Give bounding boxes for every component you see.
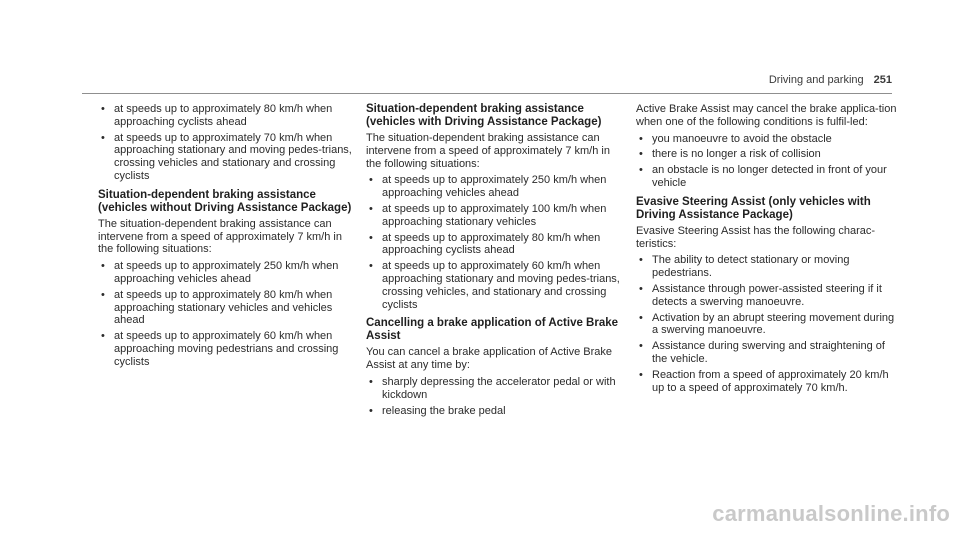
list-item: • at speeds up to approximately 80 km/h when approaching cyclists ahead: [98, 103, 360, 129]
paragraph: The situation-dependent braking assistance can intervene from a speed of approximately 7 km/h in the following situations:: [366, 132, 610, 170]
paragraph: Active Brake Assist may cancel the brake applica-tion when one of the following conditions is fulfil-led:: [636, 103, 897, 128]
bullet-list: [98, 103, 360, 183]
bullet-list: [98, 260, 360, 368]
list-item: • Assistance during swerving and straightening of the vehicle.: [636, 340, 898, 366]
column-1: [98, 103, 360, 372]
section-heading: Evasive Steering Assist (only vehicles with Driving Assistance Package): [636, 195, 871, 221]
list-item: • at speeds up to approximately 80 km/h when approaching stationary vehicles and vehicles ahead: [98, 289, 360, 327]
list-item: • Reaction from a speed of approximately 20 km/h up to a speed of approximately 70 km/h.: [636, 369, 898, 395]
list-item: • at speeds up to approximately 250 km/h when approaching vehicles ahead: [366, 174, 628, 200]
list-item: • there is no longer a risk of collision: [636, 148, 898, 161]
list-item: • Activation by an abrupt steering movement during a swerving manoeuvre.: [636, 312, 898, 338]
list-item: • Assistance through power-assisted steering if it detects a swerving manoeuvre.: [636, 283, 898, 309]
bullet-list: [366, 174, 628, 311]
paragraph: You can cancel a brake application of Active Brake Assist at any time by:: [366, 346, 613, 372]
list-item: • at speeds up to approximately 60 km/h when approaching stationary and moving pedes-trians, crossing vehicles, and stationary and crossing cyclists: [366, 260, 628, 311]
list-item: • an obstacle is no longer detected in front of your vehicle: [636, 164, 898, 190]
section-heading: Situation-dependent braking assistance (vehicles with Driving Assistance Package): [366, 103, 602, 128]
list-item: • releasing the brake pedal: [366, 405, 628, 418]
page-header: [769, 74, 892, 86]
section-title: Driving and parking: [768, 74, 864, 86]
watermark-text: carmanualsonline.info: [712, 501, 950, 526]
paragraph: Evasive Steering Assist has the following charac-teristics:: [636, 224, 876, 250]
section-heading: Cancelling a brake application of Active Brake Assist: [366, 317, 619, 343]
bullet-list: [366, 376, 628, 417]
list-item: • you manoeuvre to avoid the obstacle: [636, 133, 898, 146]
list-item: • The ability to detect stationary or moving pedestrians.: [636, 254, 898, 280]
page-number: 251: [873, 74, 892, 86]
list-item: • sharply depressing the accelerator pedal or with kickdown: [366, 376, 628, 402]
list-item: • at speeds up to approximately 70 km/h when approaching stationary and moving pedes-trians, crossing vehicles and stationary and crossing cyclists: [98, 132, 360, 183]
list-item: • at speeds up to approximately 80 km/h when approaching cyclists ahead: [366, 232, 628, 258]
section-heading: Situation-dependent braking assistance (vehicles without Driving Assistance Package): [98, 188, 352, 214]
bullet-list: [636, 254, 898, 394]
list-item: • at speeds up to approximately 100 km/h when approaching stationary vehicles: [366, 203, 628, 229]
column-3: [636, 103, 898, 397]
list-item: • at speeds up to approximately 60 km/h when approaching moving pedestrians and crossing cyclists: [98, 330, 360, 368]
bullet-list: [636, 133, 898, 190]
list-item: • at speeds up to approximately 250 km/h when approaching vehicles ahead: [98, 260, 360, 286]
column-2: [366, 103, 628, 420]
header-rule: [82, 93, 892, 94]
paragraph: The situation-dependent braking assistance can intervene from a speed of approximately 7 km/h in the following situations:: [98, 217, 342, 256]
